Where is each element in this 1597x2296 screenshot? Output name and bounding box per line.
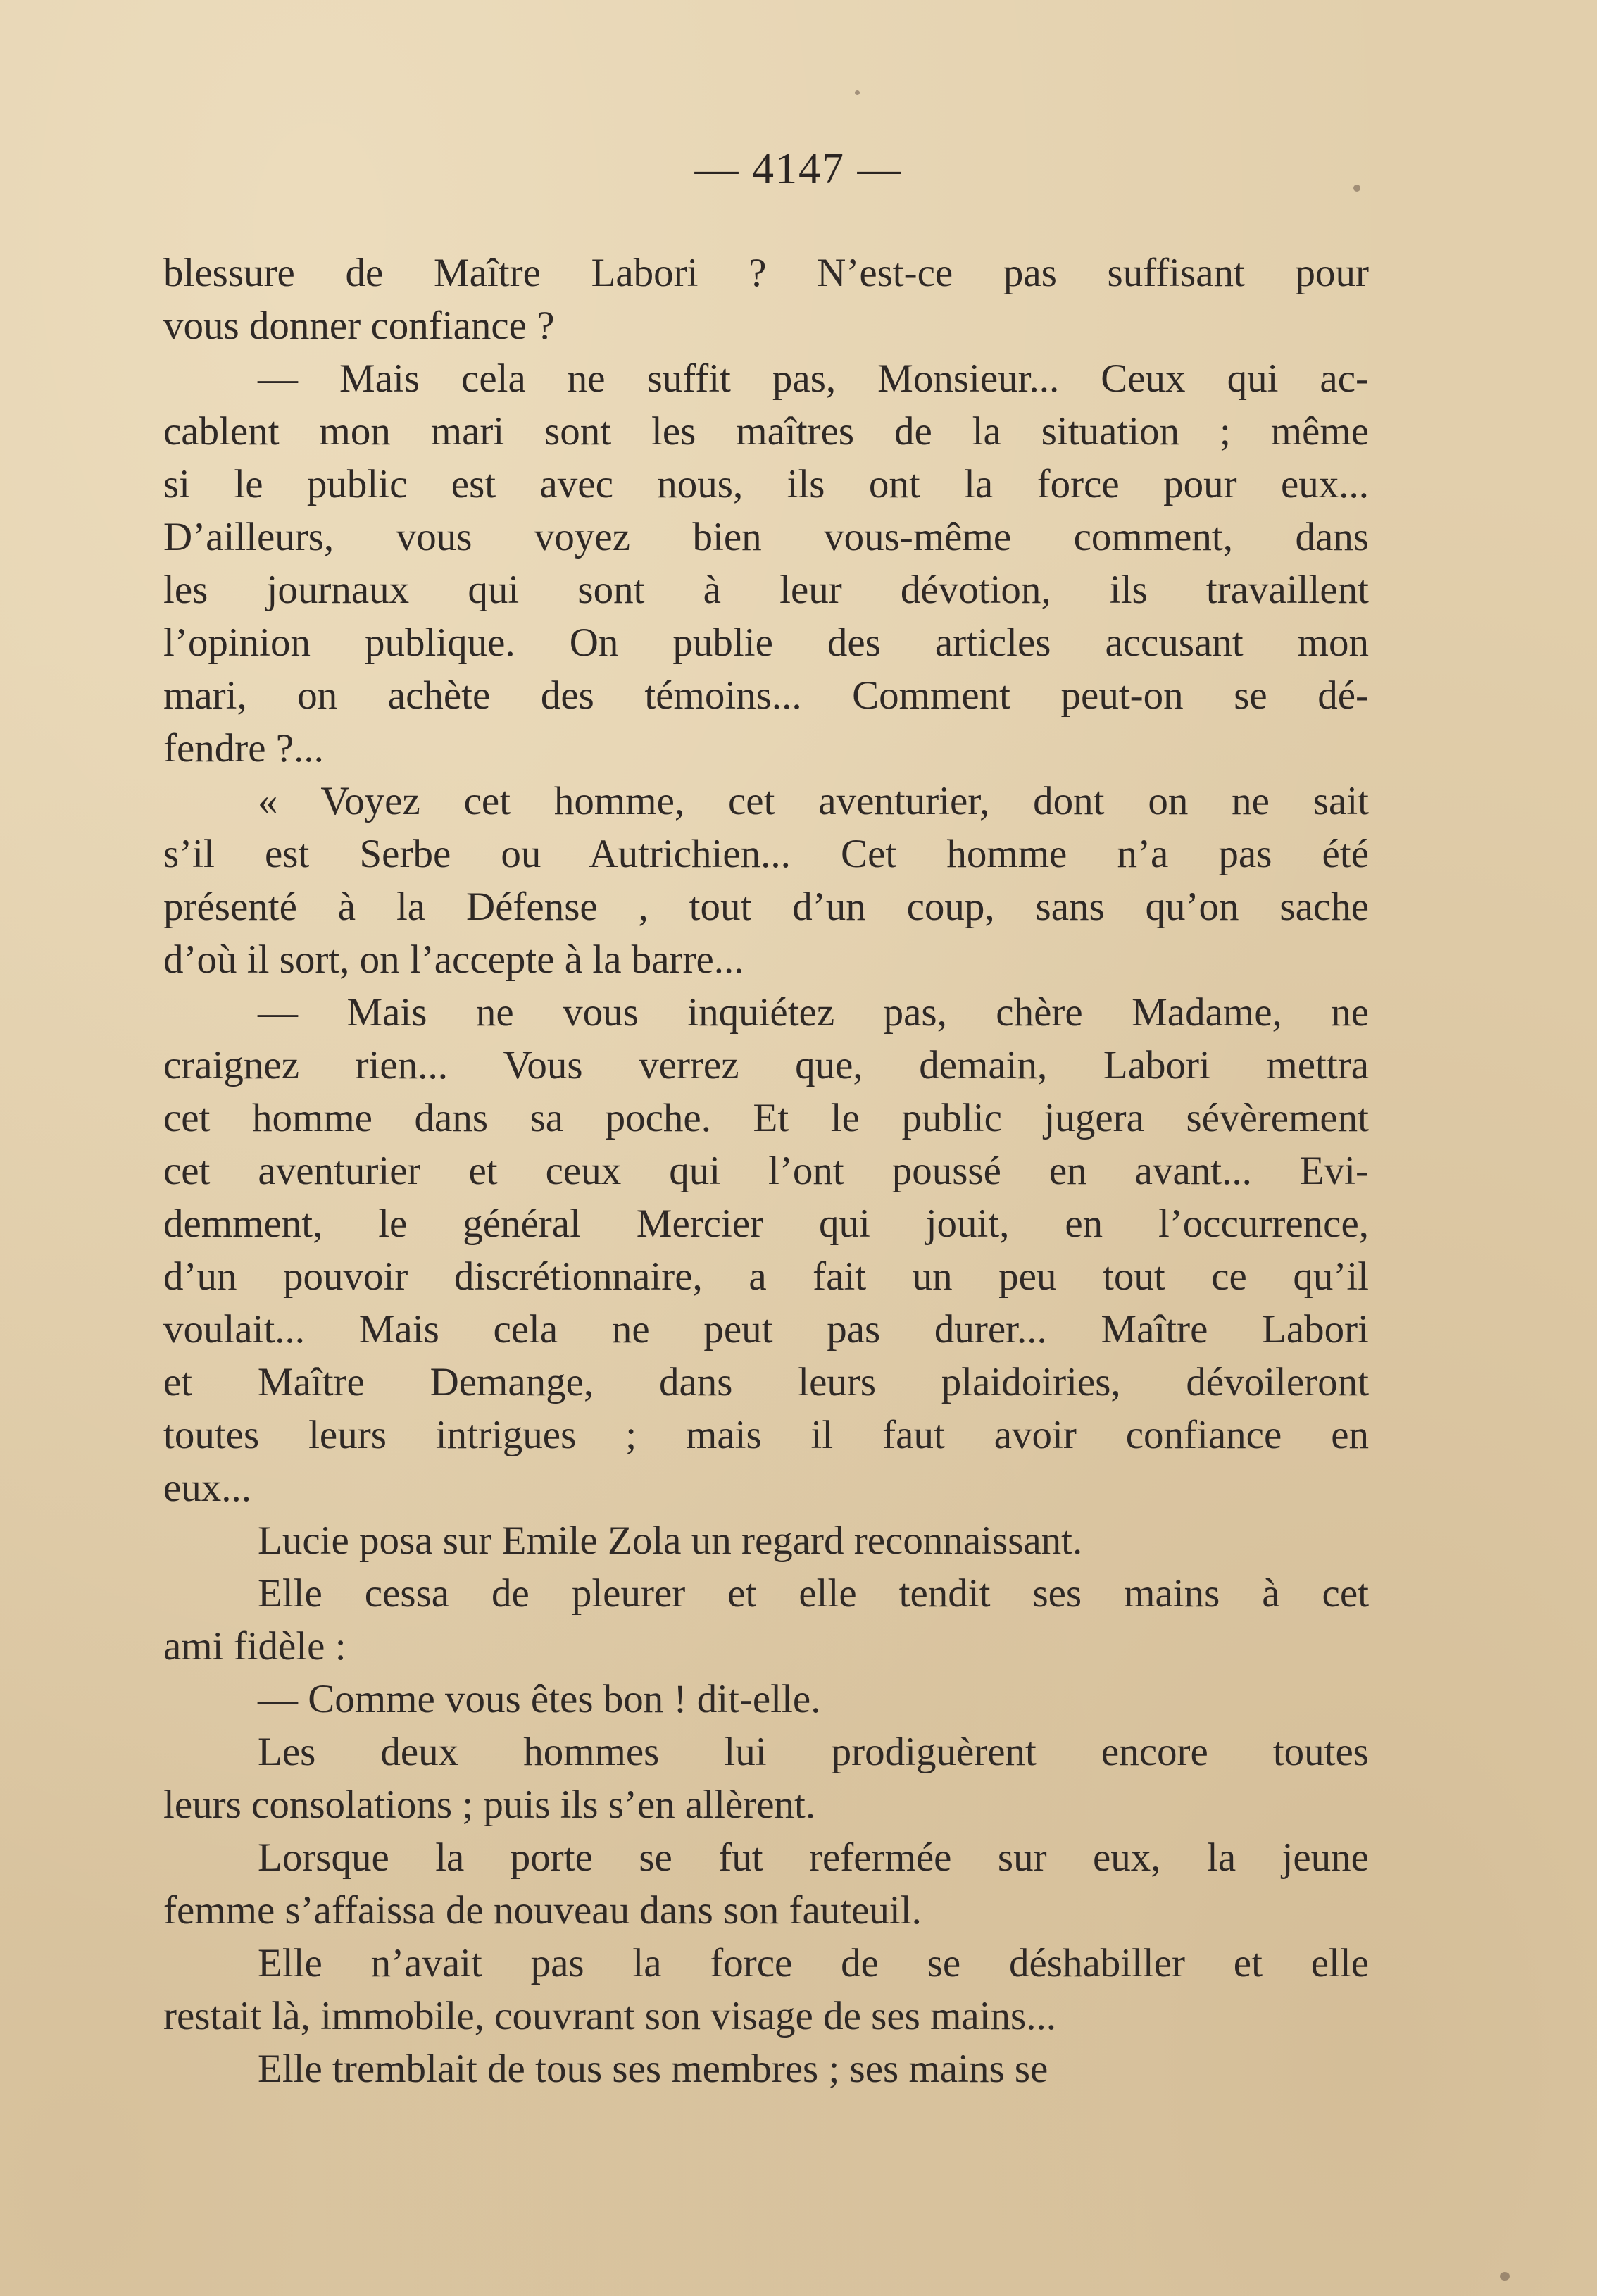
paragraph bbox=[163, 775, 1369, 986]
text-line: toutes leurs intrigues ; mais il faut avoir confiance en bbox=[163, 1413, 1369, 1457]
text-line: les journaux qui sont à leur dévotion, ils travaillent bbox=[163, 568, 1369, 612]
text-line: Les deux hommes lui prodiguèrent encore toutes bbox=[258, 1730, 1369, 1774]
text-line: l’opinion publique. On publie des articles accusant mon bbox=[163, 620, 1369, 665]
paragraph bbox=[163, 352, 1369, 775]
text-line: cet aventurier et ceux qui l’ont poussé en avant... Evi- bbox=[163, 1149, 1369, 1193]
text-line: Elle n’avait pas la force de se déshabiller et elle bbox=[258, 1941, 1369, 1985]
text-line: Elle cessa de pleurer et elle tendit ses mains à cet bbox=[258, 1571, 1369, 1616]
paragraph bbox=[163, 1567, 1369, 1673]
text-line: Lucie posa sur Emile Zola un regard reconnaissant. bbox=[258, 1518, 1083, 1563]
page-number: — 4147 — bbox=[694, 145, 903, 193]
text-line: d’un pouvoir discrétionnaire, a fait un peu tout ce qu’il bbox=[163, 1254, 1369, 1299]
text-line: cablent mon mari sont les maîtres de la situation ; même bbox=[163, 409, 1369, 454]
text-line: Lorsque la porte se fut refermée sur eux, la jeune bbox=[258, 1835, 1369, 1880]
text-line: eux... bbox=[163, 1466, 252, 1510]
paragraph bbox=[163, 1514, 1369, 1567]
text-line: si le public est avec nous, ils ont la force pour eux... bbox=[163, 462, 1369, 506]
paragraph bbox=[163, 1726, 1369, 1831]
paper-speck bbox=[1353, 185, 1360, 192]
body-text bbox=[163, 247, 1369, 2095]
text-line: « Voyez cet homme, cet aventurier, dont on ne sait bbox=[258, 779, 1369, 823]
paper-speck bbox=[855, 90, 860, 95]
paragraph bbox=[163, 986, 1369, 1514]
paper-speck bbox=[1500, 2272, 1510, 2281]
text-line: craignez rien... Vous verrez que, demain, Labori mettra bbox=[163, 1043, 1369, 1087]
text-line: demment, le général Mercier qui jouit, en l’occurrence, bbox=[163, 1202, 1369, 1246]
text-line: D’ailleurs, vous voyez bien vous-même comment, dans bbox=[163, 515, 1369, 559]
paragraph bbox=[163, 1831, 1369, 1937]
paragraph bbox=[163, 1937, 1369, 2042]
text-line: cet homme dans sa poche. Et le public jugera sévèrement bbox=[163, 1096, 1369, 1140]
text-line: blessure de Maître Labori ? N’est-ce pas suffisant pour bbox=[163, 251, 1369, 295]
text-line: restait là, immobile, couvrant son visage de ses mains... bbox=[163, 1994, 1056, 2038]
paragraph bbox=[163, 1673, 1369, 1726]
text-line: mari, on achète des témoins... Comment peut-on se dé- bbox=[163, 673, 1369, 718]
text-line: s’il est Serbe ou Autrichien... Cet homme n’a pas été bbox=[163, 832, 1369, 876]
paragraph bbox=[163, 2042, 1369, 2095]
text-line: vous donner confiance ? bbox=[163, 304, 555, 348]
text-line: fendre ?... bbox=[163, 726, 324, 770]
text-line: et Maître Demange, dans leurs plaidoiries, dévoileront bbox=[163, 1360, 1369, 1404]
text-line: leurs consolations ; puis ils s’en allèrent. bbox=[163, 1783, 816, 1827]
paragraph bbox=[163, 247, 1369, 352]
text-line: ami fidèle : bbox=[163, 1624, 346, 1668]
text-line: femme s’affaissa de nouveau dans son fauteuil. bbox=[163, 1888, 922, 1933]
text-line: — Mais ne vous inquiétez pas, chère Madame, ne bbox=[258, 990, 1369, 1035]
text-line: présenté à la Défense , tout d’un coup, sans qu’on sache bbox=[163, 885, 1369, 929]
text-line: d’où il sort, on l’accepte à la barre... bbox=[163, 937, 744, 982]
text-line: — Comme vous êtes bon ! dit-elle. bbox=[258, 1677, 821, 1721]
text-line: voulait... Mais cela ne peut pas durer... Maître Labori bbox=[163, 1307, 1369, 1352]
text-line: — Mais cela ne suffit pas, Monsieur... Ceux qui ac- bbox=[258, 356, 1369, 401]
text-line: Elle tremblait de tous ses membres ; ses mains se bbox=[258, 2047, 1048, 2091]
